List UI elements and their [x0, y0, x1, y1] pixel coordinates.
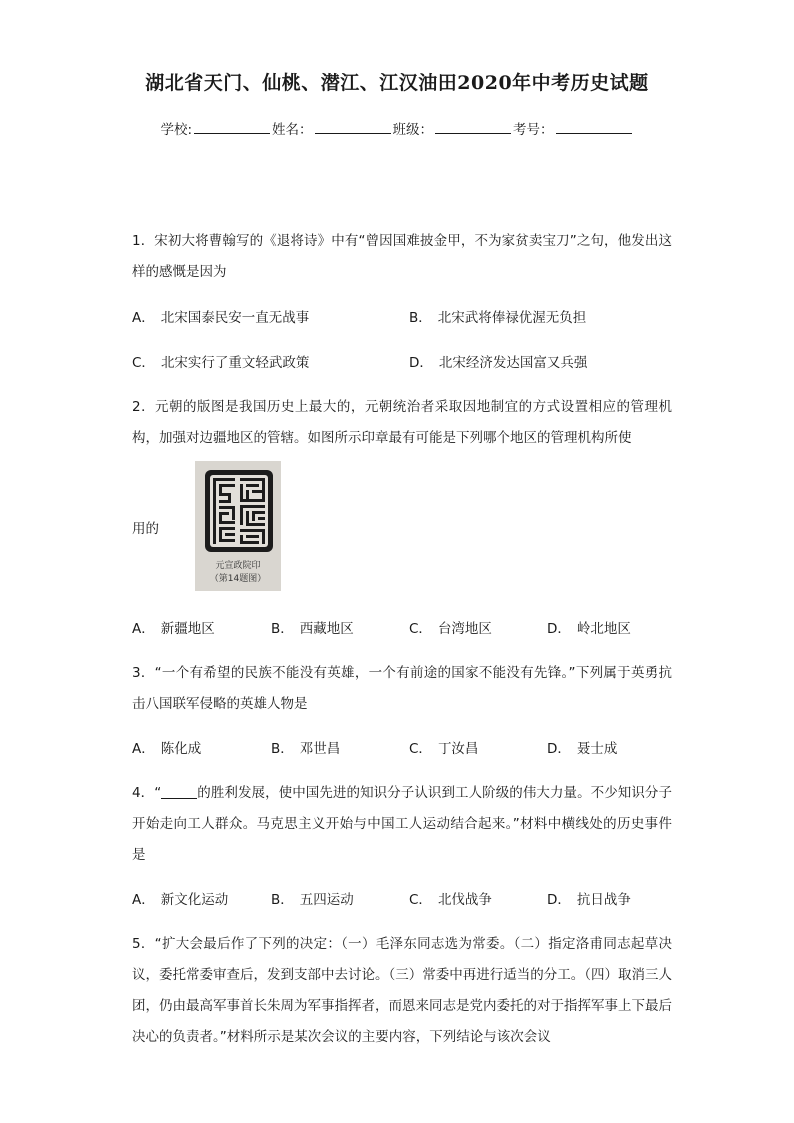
name-label: 姓名：	[272, 122, 313, 138]
question-4-option-c[interactable]: C． 北伐战争	[409, 892, 492, 908]
question-1-stem: 1．宋初大将曹翰写的《退将诗》中有“曾因国难披金甲，不为家贫卖宝刀”之句，他发出这样的感慨是因为	[132, 233, 672, 280]
exam-no-blank[interactable]	[556, 132, 632, 134]
question-4-blank	[161, 784, 197, 799]
question-1-option-d[interactable]: D． 北宋经济发达国富又兵强	[409, 355, 588, 371]
exam-no-label: 考号：	[513, 122, 554, 138]
question-2-option-b[interactable]: B． 西藏地区	[271, 621, 354, 637]
question-4-option-a[interactable]: A． 新文化运动	[132, 892, 229, 908]
question-4-text: 的胜利发展，使中国先进的知识分子认识到工人阶级的伟大力量。不少知识分子开始走向工人群众。马克思主义开始与中国工人运动结合起来。”材料中横线处的历史事件是	[132, 785, 672, 863]
question-1-option-c[interactable]: C． 北宋实行了重文轻武政策	[132, 355, 310, 371]
question-4-stem	[132, 778, 672, 871]
seal-caption-name: 元宣政院印	[215, 561, 261, 571]
question-3-option-d[interactable]: D． 聂士成	[547, 741, 618, 757]
seal-figure	[195, 461, 281, 591]
question-4-option-b[interactable]: B． 五四运动	[271, 892, 354, 908]
school-label: 学校:	[160, 122, 193, 138]
name-blank[interactable]	[315, 132, 391, 134]
class-blank[interactable]	[435, 132, 511, 134]
page-title: 湖北省天门、仙桃、潜江、江汉油田2020年中考历史试题	[145, 72, 649, 94]
question-1-option-a[interactable]: A． 北宋国泰民安一直无战事	[132, 310, 310, 326]
question-2-option-d[interactable]: D． 岭北地区	[547, 621, 631, 637]
question-3-option-b[interactable]: B． 邓世昌	[271, 741, 341, 757]
question-3-stem: 3．“一个有希望的民族不能没有英雄，一个有前途的国家不能没有先锋。”下列属于英勇抗击八国联军侵略的英雄人物是	[132, 665, 672, 712]
question-4-prefix: 4．“	[132, 785, 162, 801]
question-3-option-c[interactable]: C． 丁汝昌	[409, 741, 479, 757]
question-2-option-a[interactable]: A． 新疆地区	[132, 621, 215, 637]
question-2-stem-tail: 用的	[132, 521, 159, 537]
question-3-option-a[interactable]: A． 陈化成	[132, 741, 202, 757]
question-1-option-b[interactable]: B． 北宋武将俸禄优渥无负担	[409, 310, 587, 326]
question-2-stem: 2．元朝的版图是我国历史上最大的，元朝统治者采取因地制宜的方式设置相应的管理机构，加强对边疆地区的管辖。如图所示印章最有可能是下列哪个地区的管理机构所使	[132, 399, 672, 446]
question-4-option-d[interactable]: D． 抗日战争	[547, 892, 631, 908]
question-2-option-c[interactable]: C． 台湾地区	[409, 621, 492, 637]
class-label: 班级：	[392, 122, 434, 138]
seal-caption-figure-number: （第14题图）	[209, 574, 267, 584]
school-blank[interactable]	[194, 132, 270, 134]
question-5-stem: 5．“扩大会最后作了下列的决定：（一）毛泽东同志选为常委。（二）指定洛甫同志起草决议，委托常委审查后，发到支部中去讨论。（三）常委中再进行适当的分工。（四）取消三人团，仍由最高军事首长朱周为军事指挥者，而恩来同志是党内委托的对于指挥军事上下最后决心的负责者。”材料所示是某次会议的主要内容，下列结论与该次会议	[132, 936, 672, 1045]
student-info-line	[0, 118, 794, 138]
